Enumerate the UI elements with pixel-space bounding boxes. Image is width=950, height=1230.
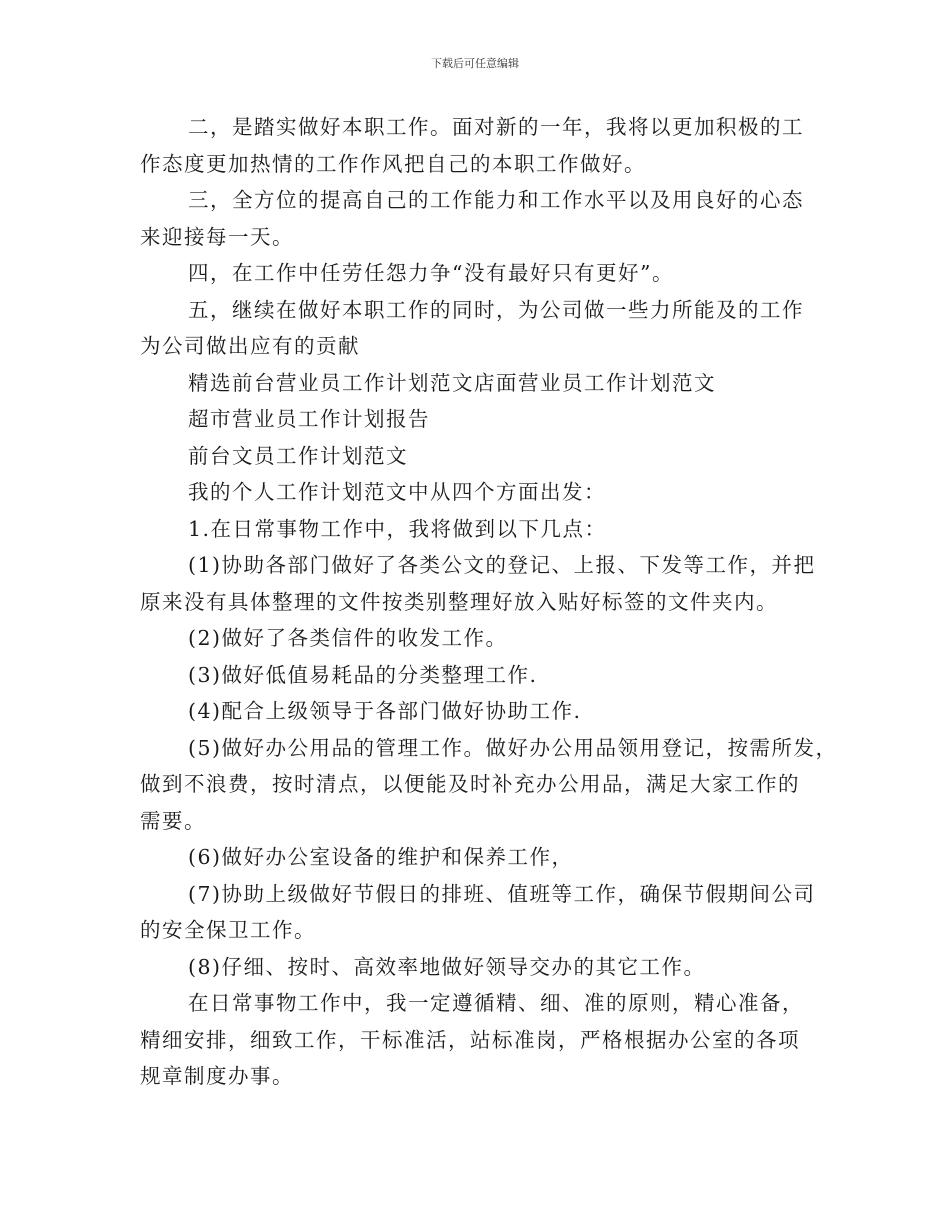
text-line: (3)做好低值易耗品的分类整理工作. — [188, 662, 538, 687]
text-line: 精细安排，细致工作，干标准活，站标准岗，严格根据办公室的各项 — [140, 1027, 800, 1052]
text-line: 在日常事物工作中，我一定遵循精、细、准的原则，精心准备， — [188, 991, 804, 1015]
text-line: (1)协助各部门做好了各类公文的登记、上报、下发等工作，并把 — [188, 553, 816, 577]
text-line: 精选前台营业员工作计划范文店面营业员工作计划范文 — [188, 370, 716, 395]
text-line: (2)做好了各类信件的收发工作。 — [188, 626, 508, 650]
text-line: (8)仔细、按时、高效率地做好领导交办的其它工作。 — [188, 954, 706, 979]
text-line: 前台文员工作计划范文 — [188, 443, 408, 468]
text-line: 五，继续在做好本职工作的同时，为公司做一些力所能及的工作 — [188, 297, 804, 322]
text-line: 超市营业员工作计划报告 — [188, 407, 430, 431]
text-line: 规章制度办事。 — [140, 1064, 294, 1088]
text-line: 二，是踏实做好本职工作。面对新的一年，我将以更加积极的工 — [188, 115, 804, 139]
text-line: 的安全保卫工作。 — [140, 918, 316, 942]
text-line: 来迎接每一天。 — [140, 224, 294, 249]
text-line: 我的个人工作计划范文中从四个方面出发： — [188, 480, 606, 504]
text-line: 作态度更加热情的工作作风把自己的本职工作做好。 — [140, 151, 646, 176]
text-line: (5)做好办公用品的管理工作。做好办公用品领用登记，按需所发， — [188, 735, 838, 760]
text-line: (4)配合上级领导于各部门做好协助工作. — [188, 699, 582, 723]
text-line: 1.在日常事物工作中，我将做到以下几点： — [188, 516, 607, 541]
text-line: 四，在工作中任劳任怨力争“没有最好只有更好”。 — [188, 261, 674, 285]
text-line: 三，全方位的提高自己的工作能力和工作水平以及用良好的心态 — [188, 188, 804, 212]
page-header: 下载后可任意编辑 — [431, 57, 519, 70]
text-line: (6)做好办公室设备的维护和保养工作， — [188, 845, 574, 869]
text-line: 做到不浪费，按时清点，以便能及时补充办公用品，满足大家工作的 — [140, 772, 800, 796]
text-line: 需要。 — [140, 808, 206, 833]
text-line: (7)协助上级做好节假日的排班、值班等工作，确保节假期间公司 — [188, 881, 816, 906]
text-line: 为公司做出应有的贡献 — [140, 334, 360, 358]
document-body — [140, 109, 838, 1095]
text-line: 原来没有具体整理的文件按类别整理好放入贴好标签的文件夹内。 — [140, 589, 778, 614]
